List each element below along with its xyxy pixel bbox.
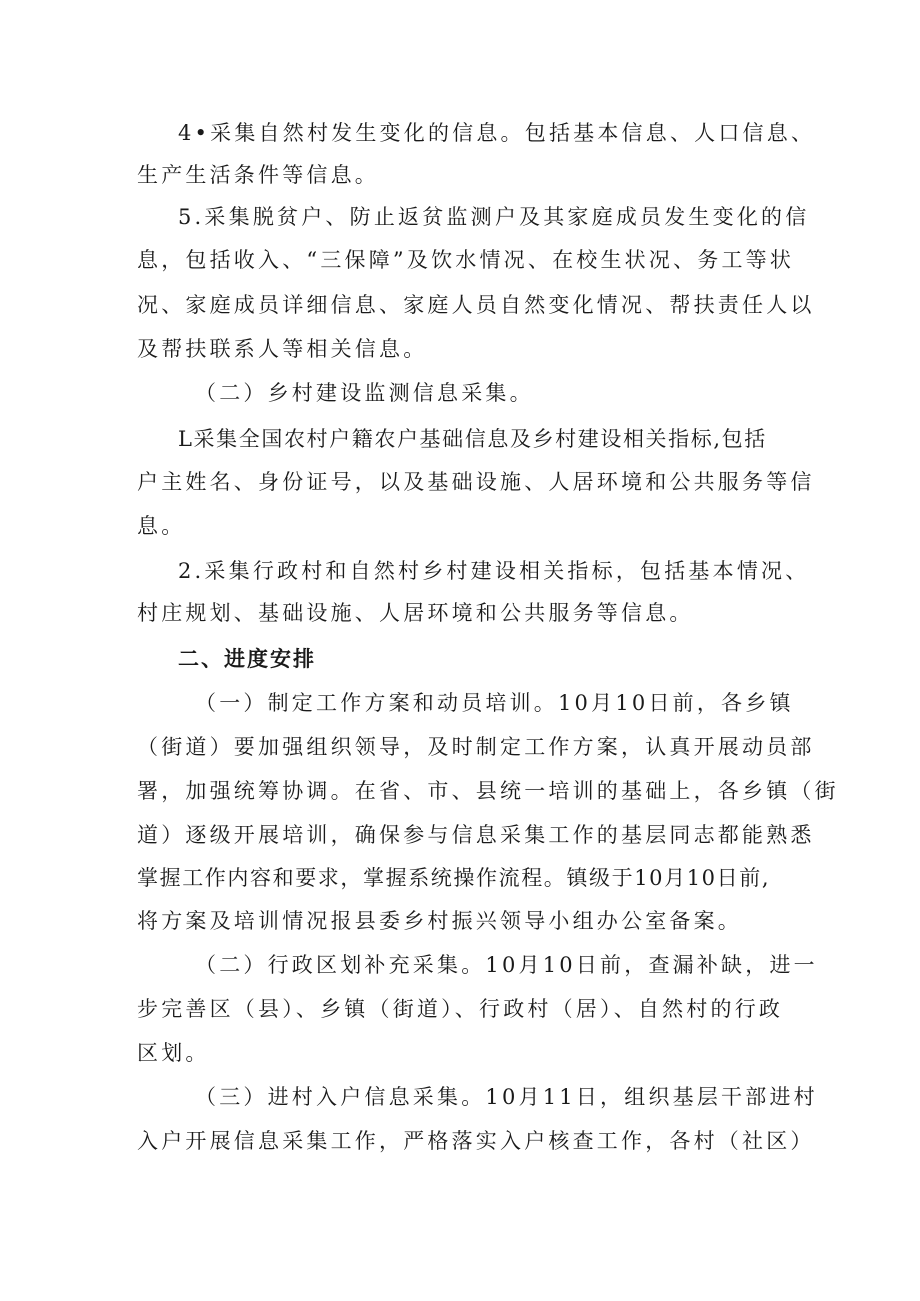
paragraph-line: 掌握工作内容和要求，掌握系统操作流程。镇级于10月10日前, — [137, 866, 771, 890]
paragraph-line: 况、家庭成员详细信息、家庭人员自然变化情况、帮扶责任人以 — [137, 293, 815, 317]
paragraph-line: 息，包括收入、“三保障”及饮水情况、在校生状况、务工等状 — [137, 248, 795, 272]
paragraph-line: 户主姓名、身份证号，以及基础设施、人居环境和公共服务等信 — [137, 470, 815, 494]
paragraph-line: 4•采集自然村发生变化的信息。包括基本信息、人口信息、 — [178, 121, 816, 145]
paragraph-line: 及帮扶联系人等相关信息。 — [137, 337, 428, 361]
paragraph-line: 入户开展信息采集工作，严格落实入户核查工作，各村（社区） — [137, 1129, 815, 1153]
paragraph-line: 生产生活条件等信息。 — [137, 163, 379, 187]
paragraph-line: （街道）要加强组织领导，及时制定工作方案，认真开展动员部 — [137, 735, 815, 759]
paragraph-line: 署，加强统筹协调。在省、市、县统一培训的基础上，各乡镇（街 — [137, 779, 839, 803]
paragraph-line: 息。 — [137, 514, 186, 538]
paragraph-line: 村庄规划、基础设施、人居环境和公共服务等信息。 — [137, 601, 694, 625]
section-heading: 二、进度安排 — [178, 647, 316, 671]
paragraph-line: （三）进村入户信息采集。10月11日，组织基层干部进村 — [195, 1085, 818, 1109]
paragraph-line: L采集全国农村户籍农户基础信息及乡村建设相关指标,包括 — [178, 427, 767, 451]
paragraph-line: 区划。 — [137, 1041, 210, 1065]
paragraph-line: 5.采集脱贫户、防止返贫监测户及其家庭成员发生变化的信 — [178, 205, 810, 229]
paragraph-line: 2.采集行政村和自然村乡村建设相关指标，包括基本情况、 — [178, 559, 810, 583]
section-subheading: （二）乡村建设监测信息采集。 — [195, 381, 534, 405]
paragraph-line: 道）逐级开展培训，确保参与信息采集工作的基层同志都能熟悉 — [137, 823, 815, 847]
paragraph-line: 步完善区（县）、乡镇（街道）、行政村（居）、自然村的行政 — [137, 997, 784, 1021]
paragraph-line: （一）制定工作方案和动员培训。10月10日前，各乡镇 — [195, 691, 794, 715]
paragraph-line: （二）行政区划补充采集。10月10日前，查漏补缺，进一 — [195, 953, 818, 977]
paragraph-line: 将方案及培训情况报县委乡村振兴领导小组办公室备案。 — [137, 909, 742, 933]
